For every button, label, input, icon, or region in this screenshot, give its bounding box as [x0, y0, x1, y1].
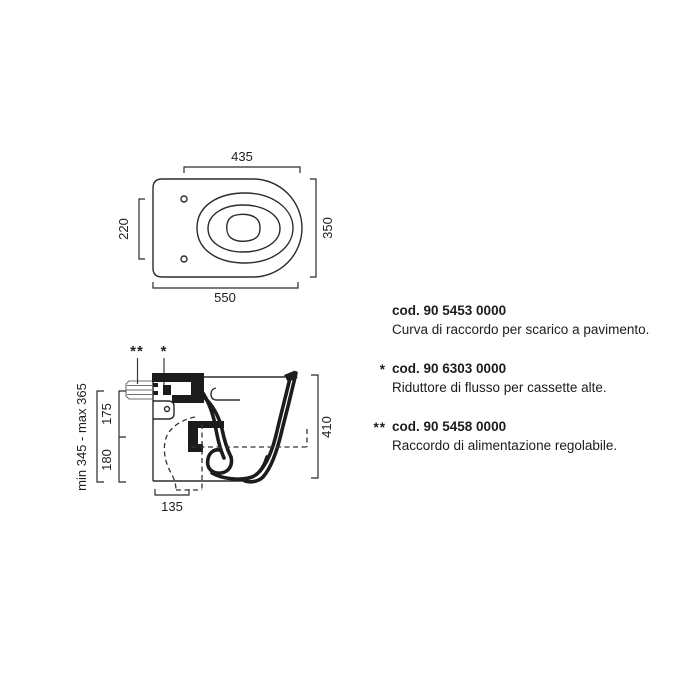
- marker-double-star: **: [130, 343, 144, 360]
- dim-line-135: [155, 489, 189, 495]
- note-item-flow-reducer: [368, 359, 688, 397]
- dim-label-550: 550: [214, 290, 236, 305]
- note-item-supply-connector: [368, 417, 688, 455]
- dim-label-135: 135: [161, 499, 183, 514]
- housing-tooth-lower: [153, 391, 158, 395]
- hinge-hole-bottom: [181, 256, 187, 262]
- top-view-dimensions: [139, 167, 316, 288]
- plan-water-outline: [227, 214, 260, 241]
- dim-label-220: 220: [116, 218, 131, 240]
- marker-single-star: *: [160, 343, 168, 360]
- housing-bottom-bar: [172, 395, 204, 403]
- dim-label-410: 410: [319, 416, 334, 438]
- dim-line-410: [311, 375, 318, 478]
- dim-label-180: 180: [99, 449, 114, 471]
- note-description: Raccordo di alimentazione regolabile.: [392, 438, 618, 453]
- housing-tooth-upper: [153, 383, 158, 387]
- hinge-hole-top: [181, 196, 187, 202]
- note-item-floor-drain: [368, 301, 688, 339]
- top-view: [153, 179, 302, 277]
- dim-line-175-180: [119, 391, 126, 482]
- dim-line-350: [310, 179, 316, 277]
- housing-top-bar: [152, 373, 204, 382]
- dim-label-350: 350: [320, 217, 335, 239]
- dim-line-220: [139, 199, 145, 259]
- note-marker: **: [373, 420, 386, 435]
- accessory-notes: [368, 301, 688, 475]
- inlet-hook-line: [211, 388, 240, 400]
- note-code: cod. 90 6303 0000: [392, 361, 507, 376]
- base-bottom-run: [212, 457, 267, 479]
- dim-label-435: 435: [231, 149, 253, 164]
- dim-line-550: [153, 282, 298, 288]
- note-code: cod. 90 5458 0000: [392, 419, 507, 434]
- note-marker: *: [379, 362, 386, 377]
- plan-rim-inner: [208, 205, 280, 252]
- connector-ribs: [127, 386, 154, 395]
- dim-label-175: 175: [99, 403, 114, 425]
- note-code: cod. 90 5453 0000: [392, 303, 507, 318]
- dim-label-height-range: min 345 - max 365: [74, 383, 89, 491]
- supply-connector: [126, 381, 153, 399]
- fixing-hole: [165, 407, 170, 412]
- note-description: Riduttore di flusso per cassette alte.: [392, 380, 607, 395]
- side-view: [74, 343, 334, 514]
- flow-reducer-insert: [163, 385, 171, 395]
- dim-line-435: [184, 167, 300, 173]
- note-description: Curva di raccordo per scarico a pavimento.: [392, 322, 650, 337]
- fixing-plate: [153, 401, 174, 419]
